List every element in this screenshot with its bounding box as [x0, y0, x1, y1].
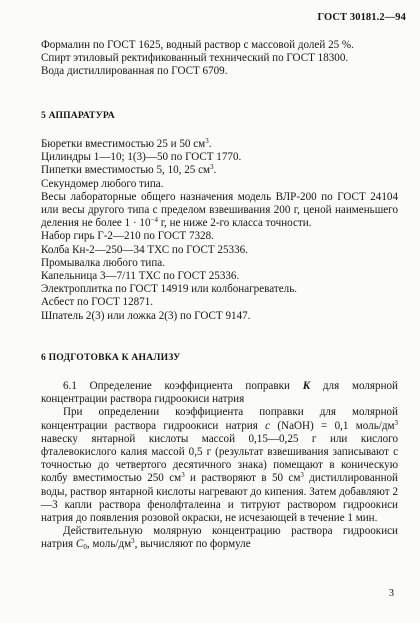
page-number: 3	[388, 588, 394, 599]
reagent-water: Вода дистиллированная по ГОСТ 6709.	[41, 65, 228, 78]
equipment-washer: Промывалка любого типа.	[41, 256, 165, 269]
equipment-pipettes: Пипетки вместимостью 5, 10, 25 $см^3$.	[41, 163, 217, 177]
reagents-list	[41, 39, 398, 79]
clause-6-1-procedure: При определении коэффициента поправки для молярной концентрации раствора гидроокиси натрия c (NaOH) = 0,1 моль/$дм^3$ навеску янтарной кислоты массой 0,15—0,25 г или кислого фталевокислого калия массой 0,5 г (результат взвешивания записывают с точностью до четвертого десятичного знака) помещают в коническую колбу вместимостью 250 $см^3$ и растворяют в 50 $см^3$ дистиллированной воды, раствор янтарной кислоты нагревают до кипения. Затем добавляют 2—3 капли раствора фенолфталеина и титруют раствором гидроокиси натрия до появления розовой окраски, не исчезающей в течение 1 мин.	[41, 406, 399, 525]
equipment-weights: Набор гирь Г-2—210 по ГОСТ 7328.	[41, 230, 214, 243]
reagent-formalin: Формалин по ГОСТ 1625, водный раствор с массовой долей 25 %.	[41, 39, 354, 51]
standard-header: ГОСТ 30181.2—94	[317, 12, 406, 23]
clause-6-1: 6.1 Определение коэффициента поправки K для молярной концентрации раствора гидроокиси натрия	[41, 380, 398, 406]
equipment-list	[41, 138, 398, 323]
equipment-dropper: Капельница 3—7/11 ТХС по ГОСТ 25336.	[41, 270, 240, 283]
equipment-burettes: Бюретки вместимостью 25 и 50 $см^3$.	[41, 137, 212, 150]
equipment-scales: Весы лабораторные общего назначения модель ВЛР-200 по ГОСТ 24104 или весы другого типа с пределом взвешивания 200 г, ценой наименьшего деления не более $1 \cdot 10^{-4}$ г, не ниже 2-го класса точности.	[41, 190, 398, 230]
equipment-stopwatch: Секундомер любого типа.	[41, 177, 164, 190]
equipment-cylinders: Цилиндры 1—10; 1(3)—50 по ГОСТ 1770.	[41, 151, 242, 164]
reagent-ethanol: Спирт этиловый ректификованный технический по ГОСТ 18300.	[41, 52, 349, 65]
section-6-body	[41, 380, 398, 552]
clause-6-1-formula-intro: Действительную молярную концентрацию раствора гидроокиси натрия $C_0$, моль/$дм^3$, вычисляют по формуле	[41, 525, 398, 552]
section-6-title: 6 ПОДГОТОВКА К АНАЛИЗУ	[41, 352, 181, 363]
equipment-stove: Электроплитка по ГОСТ 14919 или колбонагреватель.	[41, 283, 298, 296]
equipment-spatula: Шпатель 2(3) или ложка 2(3) по ГОСТ 9147.	[41, 309, 251, 322]
section-5-title: 5 АППАРАТУРА	[41, 110, 115, 121]
equipment-flask: Колба Кн-2—250—34 ТХС по ГОСТ 25336.	[41, 243, 248, 256]
equipment-asbestos: Асбест по ГОСТ 12871.	[41, 296, 154, 309]
